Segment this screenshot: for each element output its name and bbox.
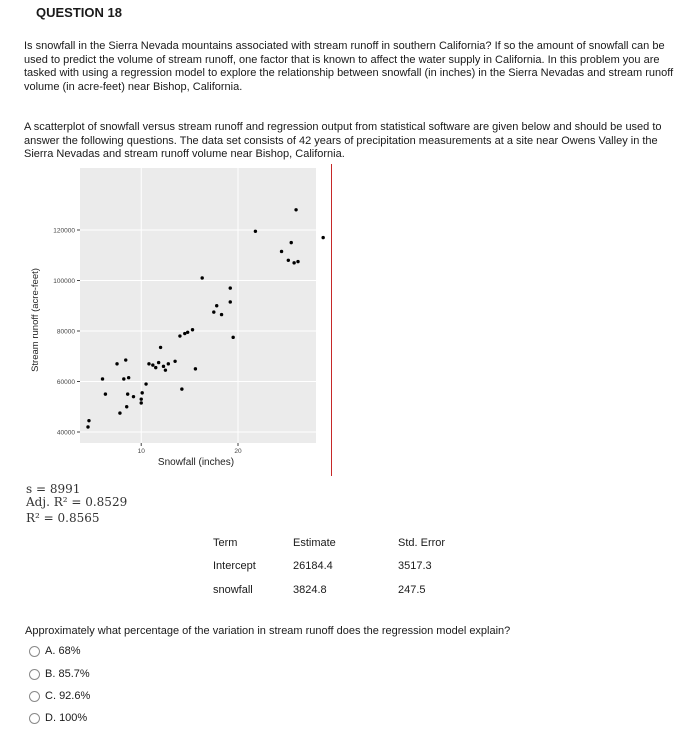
data-point xyxy=(124,358,127,361)
radio-button[interactable] xyxy=(29,646,40,657)
data-point xyxy=(144,382,147,385)
option-b[interactable] xyxy=(29,666,90,682)
data-point xyxy=(126,392,129,395)
data-point xyxy=(220,313,223,316)
data-point xyxy=(118,411,121,414)
data-point xyxy=(215,304,218,307)
data-point xyxy=(280,250,283,253)
data-point xyxy=(212,310,215,313)
data-point xyxy=(183,332,186,335)
cell-estimate: 26184.4 xyxy=(293,560,333,573)
radio-button[interactable] xyxy=(29,713,40,724)
data-point xyxy=(231,336,234,339)
data-point xyxy=(87,419,90,422)
x-tick-label: 10 xyxy=(137,448,145,455)
data-point xyxy=(200,276,203,279)
cell-term: snowfall xyxy=(213,583,253,596)
data-point xyxy=(167,362,170,365)
data-point xyxy=(287,259,290,262)
stat-adj-r2: Adj. R² = 0.8529 xyxy=(26,495,128,509)
y-axis-label: Stream runoff (acre-feet) xyxy=(30,268,41,372)
y-tick-label: 60000 xyxy=(56,379,75,386)
option-d[interactable] xyxy=(29,710,87,726)
scatterplot xyxy=(0,160,340,470)
y-tick-label: 40000 xyxy=(56,429,75,437)
cell-estimate: 3824.8 xyxy=(293,583,327,596)
data-point xyxy=(86,425,89,428)
y-tick-label: 80000 xyxy=(56,328,75,336)
y-tick-label: 100000 xyxy=(53,278,75,285)
data-point xyxy=(229,300,232,303)
stat-s: s = 8991 xyxy=(26,482,81,496)
header-term: Term xyxy=(213,536,238,549)
data-point xyxy=(164,368,167,371)
data-point xyxy=(296,260,299,263)
x-tick-label: 20 xyxy=(234,448,242,455)
option-letter: B. xyxy=(45,668,56,680)
data-point xyxy=(127,376,130,379)
data-point xyxy=(191,328,194,331)
question-title: QUESTION 18 xyxy=(36,5,122,20)
cell-term: Intercept xyxy=(213,560,256,573)
data-point xyxy=(159,346,162,349)
data-point xyxy=(151,363,154,366)
table-row xyxy=(206,578,478,602)
question-data-description: A scatterplot of snowfall versus stream runoff and regression output from statistical software are given below and should be used to answer the following questions. The data set consists of 42 years of precipitation measurements at a site near Owens Valley in the Sierra Nevadas and stream runoff volume near Bishop, California. xyxy=(24,121,662,161)
data-point xyxy=(154,366,157,369)
data-point xyxy=(290,241,293,244)
option-a[interactable] xyxy=(29,643,81,659)
data-point xyxy=(186,331,189,334)
data-point xyxy=(140,391,143,394)
cell-std-error: 247.5 xyxy=(398,583,426,596)
question-prompt: Approximately what percentage of the variation in stream runoff does the regression model explain? xyxy=(25,625,511,637)
table-header-row xyxy=(206,531,478,555)
option-letter: C. xyxy=(45,690,56,702)
header-std-error: Std. Error xyxy=(398,536,446,549)
table-row xyxy=(206,555,478,579)
radio-button[interactable] xyxy=(29,669,40,680)
data-point xyxy=(294,208,297,211)
cell-std-error: 3517.3 xyxy=(398,560,432,573)
option-text: 100% xyxy=(59,712,88,724)
question-intro: Is snowfall in the Sierra Nevada mountains associated with stream runoff in southern California? If so the amount of snowfall can be used to predict the volume of stream runoff, one factor that is known to affect the water supply in California. In this problem you are tasked with using a regression model to explore the relationship between snowfall (in inches) in the Sierra Nevadas and stream runoff volume (in acre-feet) near Bishop, California. xyxy=(24,40,674,93)
data-point xyxy=(125,405,128,408)
data-point xyxy=(101,377,104,380)
data-point xyxy=(122,377,125,380)
option-text: 68% xyxy=(58,645,81,657)
data-point xyxy=(162,365,165,368)
data-point xyxy=(115,362,118,365)
x-axis-label: Snowfall (inches) xyxy=(157,457,235,468)
data-point xyxy=(140,401,143,404)
header-estimate: Estimate xyxy=(293,536,336,549)
option-letter: A. xyxy=(45,645,56,657)
data-point xyxy=(104,392,107,395)
data-point xyxy=(157,361,160,364)
data-point xyxy=(229,286,232,289)
regression-table xyxy=(206,531,478,602)
option-text: 92.6% xyxy=(59,690,91,702)
data-point xyxy=(132,395,135,398)
stat-r2: R² = 0.8565 xyxy=(26,511,100,525)
data-point xyxy=(292,261,295,264)
data-point xyxy=(178,334,181,337)
data-point xyxy=(254,230,257,233)
option-c[interactable] xyxy=(29,688,90,704)
radio-button[interactable] xyxy=(29,691,40,702)
data-point xyxy=(173,360,176,363)
data-point xyxy=(180,387,183,390)
data-point xyxy=(147,362,150,365)
data-point xyxy=(194,367,197,370)
option-letter: D. xyxy=(45,712,56,724)
option-text: 85.7% xyxy=(58,668,90,680)
data-point xyxy=(140,397,143,400)
y-tick-label: 120000 xyxy=(53,227,75,235)
data-point xyxy=(321,236,324,239)
